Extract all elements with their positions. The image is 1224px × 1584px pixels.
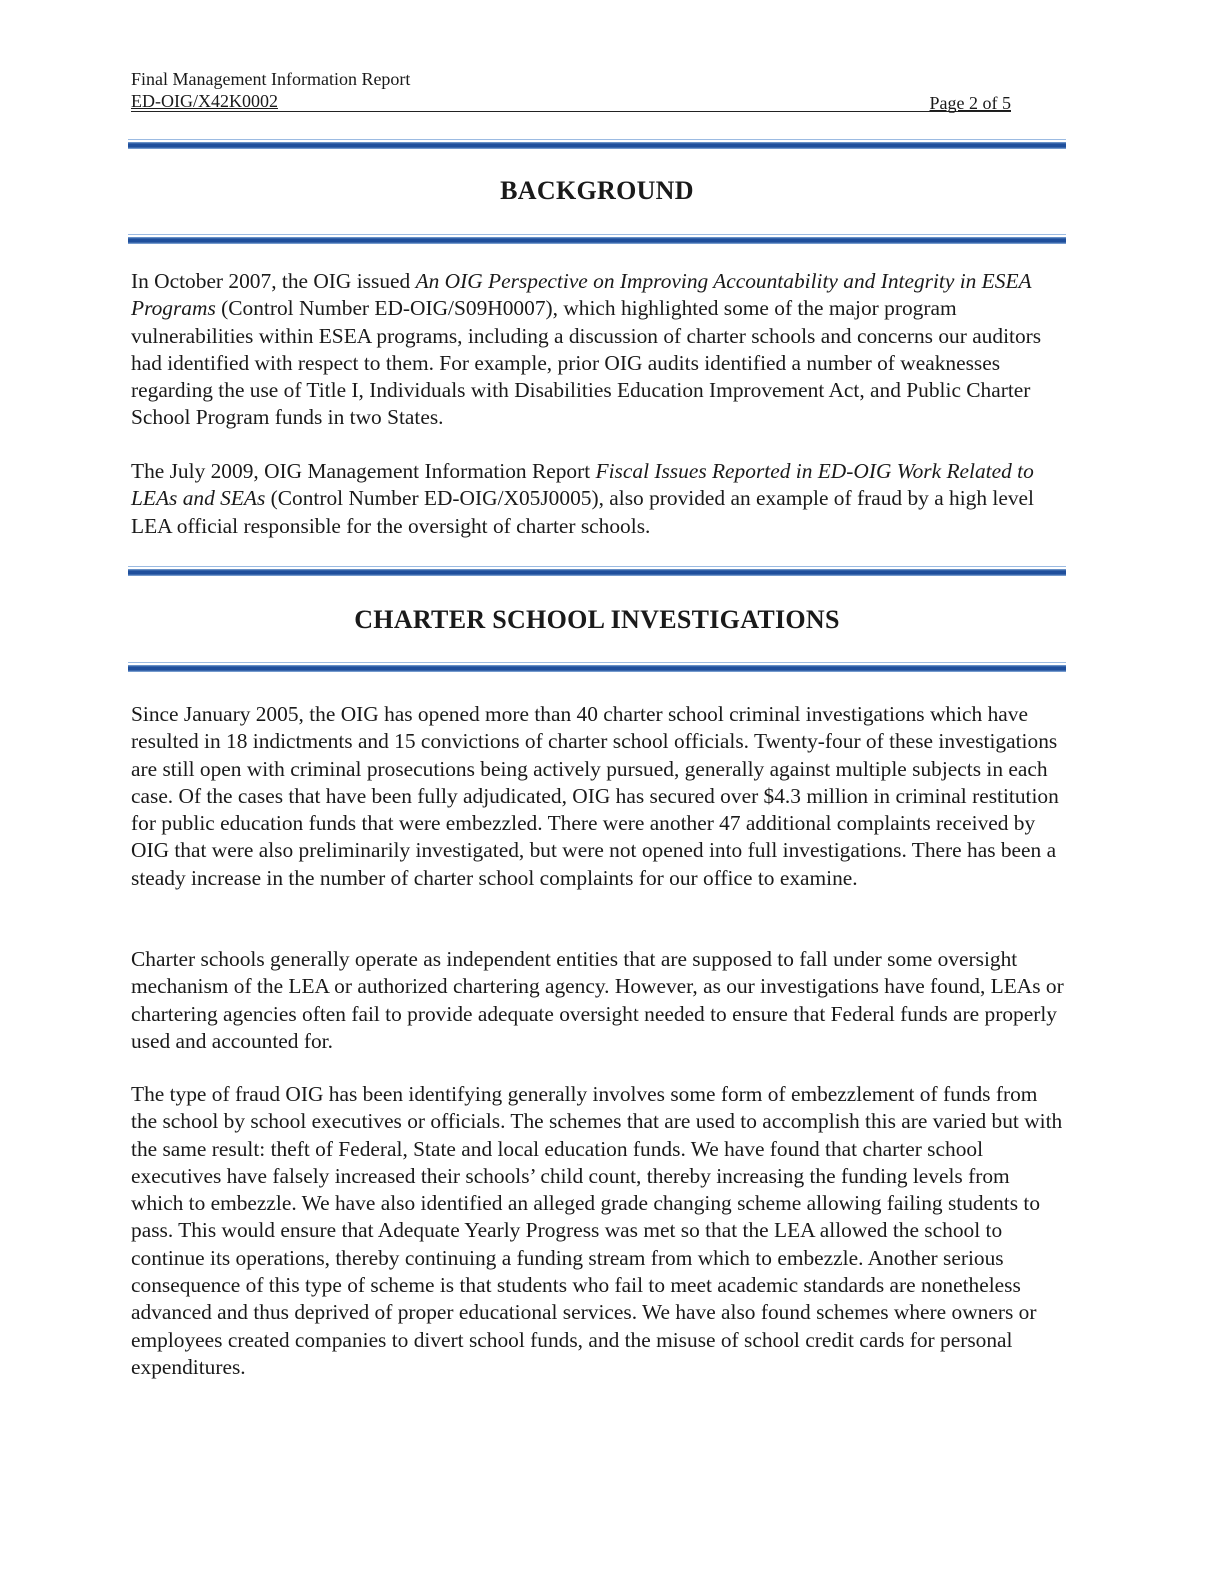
background-paragraph-1: In October 2007, the OIG issued An OIG Perspective on Improving Accountability and Integrity in ESEA Programs (Control Number ED-OIG/S09H0007), which highlighted some of the major program vulnerabilities within ESEA programs, including a discussion of charter schools and concerns our auditors had identified with respect to them. For example, prior OIG audits identified a number of weaknesses regarding the use of Title I, Individuals with Disabilities Education Improvement Act, and Public Charter School Program funds in two States. — [131, 269, 1042, 430]
header-row — [131, 90, 1011, 114]
investigations-paragraph-1: Since January 2005, the OIG has opened more than 40 charter school criminal investigations which have resulted in 18 indictments and 15 convictions of charter school officials. Twenty-four of these investigations are still open with criminal prosecutions being actively pursued, generally against multiple subjects in each case. Of the cases that have been fully adjudicated, OIG has secured over $4.3 million in criminal restitution for public education funds that were embezzled. There were another 47 additional complaints received by OIG that were also preliminarily investigated, but were not opened into full investigations. There has been a steady increase in the number of charter school complaints for our office to examine. — [131, 702, 1059, 890]
section-divider-top-background — [128, 142, 1066, 149]
section-divider-top-investigations — [128, 569, 1066, 576]
page-number: Page 2 of 5 — [929, 93, 1011, 113]
background-paragraph-2: The July 2009, OIG Management Information Report Fiscal Issues Reported in ED-OIG Work Related to LEAs and SEAs (Control Number ED-OIG/X05J0005), also provided an example of fraud by a high level LEA official responsible for the oversight of charter schools. — [131, 459, 1034, 538]
report-title-italic: Fiscal Issues Reported in ED-OIG Work Related to LEAs and SEAs — [131, 459, 1034, 511]
report-title: Final Management Information Report — [131, 69, 411, 89]
section-title-background: BACKGROUND — [500, 176, 694, 205]
section-divider-bottom-investigations — [128, 665, 1066, 672]
report-title-italic: An OIG Perspective on Improving Accountability and Integrity in ESEA Programs — [131, 269, 1032, 321]
investigations-paragraph-2: Charter schools generally operate as independent entities that are supposed to fall under some oversight mechanism of the LEA or authorized chartering agency. However, as our investigations have found, LEAs or chartering agencies often fail to provide adequate oversight needed to ensure that Federal funds are properly used and accounted for. — [131, 947, 1064, 1053]
investigations-paragraph-3: The type of fraud OIG has been identifying generally involves some form of embezzlement of funds from the school by school executives or officials. The schemes that are used to accomplish this are varied but with the same result: theft of Federal, State and local education funds. We have found that charter school executives have falsely increased their schools’ child count, thereby increasing the funding levels from which to embezzle. We have also identified an alleged grade changing scheme allowing failing students to pass. This would ensure that Adequate Yearly Progress was met so that the LEA allowed the school to continue its operations, thereby continuing a funding stream from which to embezzle. Another serious consequence of this type of scheme is that students who fail to meet academic standards are nonetheless advanced and thus deprived of proper educational services. We have also found schemes where owners or employees created companies to divert school funds, and the misuse of school credit cards for personal expenditures. — [131, 1082, 1063, 1379]
section-divider-bottom-background — [128, 237, 1066, 244]
section-title-investigations: CHARTER SCHOOL INVESTIGATIONS — [354, 605, 840, 634]
page-header — [131, 68, 1011, 114]
report-number: ED-OIG/X42K0002 — [131, 91, 278, 111]
